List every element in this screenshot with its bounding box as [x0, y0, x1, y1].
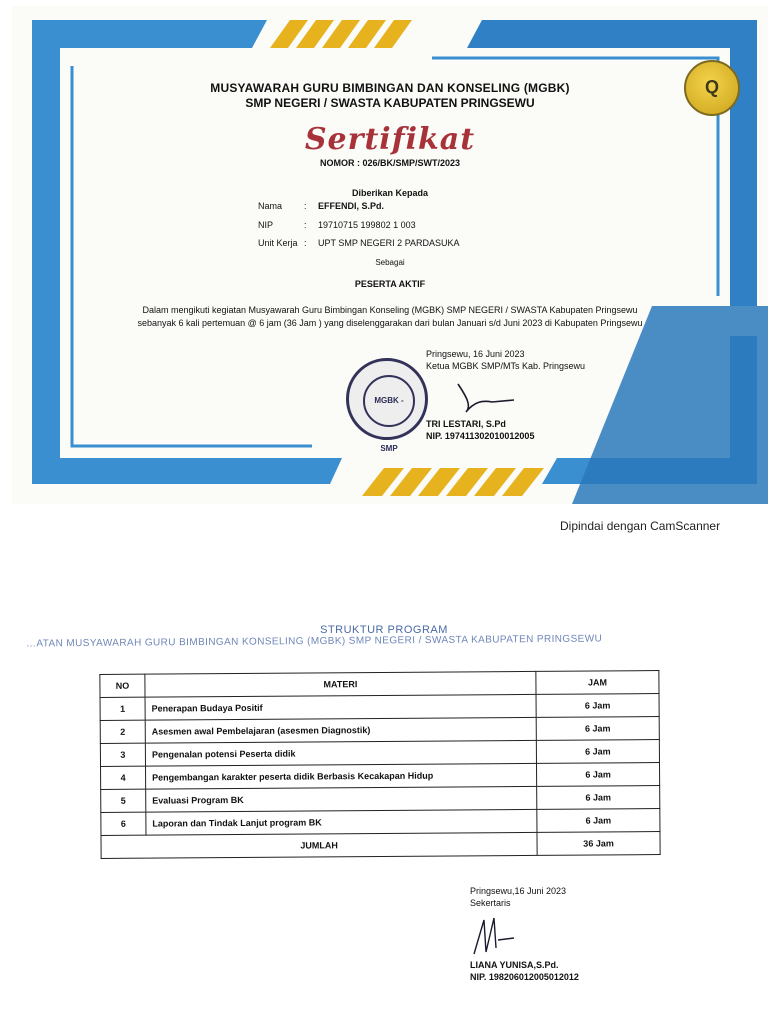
- row-jam: 6 Jam: [536, 717, 659, 741]
- row-jam: 6 Jam: [537, 809, 660, 833]
- field-sep: :: [304, 201, 307, 211]
- row-no: 3: [100, 743, 145, 766]
- row-materi: Evaluasi Program BK: [146, 786, 537, 812]
- field-label: Nama: [258, 201, 283, 211]
- field-sep: :: [304, 220, 307, 230]
- row-no: 4: [101, 766, 146, 789]
- field-nama: [258, 201, 384, 211]
- description-line1: Dalam mengikuti kegiatan Musyawarah Guru Bimbingan Konseling (MGBK) SMP NEGERI / SWASTA Kabupaten Pringsewu: [142, 305, 638, 315]
- signature-place-date: Pringsewu, 16 Juni 2023: [426, 349, 525, 359]
- program-title: STRUKTUR PROGRAM: [320, 624, 448, 636]
- secretary-signature-scribble: [470, 914, 520, 958]
- field-value: EFFENDI, S.Pd.: [318, 201, 385, 211]
- row-jam: 6 Jam: [537, 786, 660, 810]
- field-value: 19710715 199802 1 003: [318, 220, 416, 230]
- row-materi: Asesmen awal Pembelajaran (asesmen Diagnostik): [145, 717, 536, 743]
- mgbk-logo: Q: [684, 60, 740, 116]
- org-name-line1: MUSYAWARAH GURU BIMBINGAN DAN KONSELING (MGBK): [210, 81, 570, 95]
- signature-scribble: [452, 378, 522, 418]
- field-unit-kerja: [258, 238, 460, 248]
- participant-role: PESERTA AKTIF: [354, 279, 426, 289]
- row-materi: Pengembangan karakter peserta didik Berbasis Kecakapan Hidup: [146, 763, 537, 789]
- header-materi: MATERI: [145, 671, 536, 697]
- signatory-name: TRI LESTARI, S.Pd: [426, 419, 506, 429]
- field-sep: :: [304, 238, 307, 248]
- field-label: Unit Kerja: [258, 238, 298, 248]
- program-subtitle: …ATAN MUSYAWARAH GURU BIMBINGAN KONSELING (MGBK) SMP NEGERI / SWASTA KABUPATEN PRINGSEWU: [25, 633, 603, 650]
- stamp-text: MGBK - SMP: [363, 375, 415, 427]
- scanner-watermark: Dipindai dengan CamScanner: [560, 519, 721, 533]
- certificate-number: NOMOR : 026/BK/SMP/SWT/2023: [319, 158, 461, 168]
- row-no: 6: [101, 812, 146, 835]
- total-label: JUMLAH: [101, 832, 537, 858]
- program-table: [99, 670, 660, 859]
- as-label: Sebagai: [375, 258, 405, 267]
- table-total-row: [101, 832, 660, 859]
- header-jam: JAM: [536, 671, 659, 695]
- signature-role: Ketua MGBK SMP/MTs Kab. Pringsewu: [426, 361, 586, 371]
- official-stamp: [346, 358, 428, 453]
- secretary-nip: NIP. 198206012005012012: [470, 972, 579, 982]
- secretary-place-date: Pringsewu,16 Juni 2023: [470, 886, 567, 896]
- row-materi: Laporan dan Tindak Lanjut program BK: [146, 809, 537, 835]
- row-no: 5: [101, 789, 146, 812]
- total-value: 36 Jam: [537, 832, 660, 856]
- org-name-line2: SMP NEGERI / SWASTA KABUPATEN PRINGSEWU: [245, 96, 535, 110]
- row-jam: 6 Jam: [536, 763, 659, 787]
- row-jam: 6 Jam: [536, 740, 659, 764]
- row-materi: Penerapan Budaya Positif: [145, 694, 536, 720]
- header-no: NO: [100, 674, 145, 697]
- field-nip: [258, 220, 416, 230]
- secretary-name: LIANA YUNISA,S.Pd.: [470, 960, 559, 970]
- certificate: [12, 6, 768, 504]
- row-materi: Pengenalan potensi Peserta didik: [145, 740, 536, 766]
- field-label: NIP: [258, 220, 274, 230]
- description-line2: sebanyak 6 kali pertemuan @ 6 jam (36 Jam ) yang diselenggarakan dari bulan Januari s/d Juni 2023 di Kabupaten Pringsewu: [137, 318, 643, 328]
- given-to-label: Diberikan Kepada: [351, 188, 429, 198]
- row-no: 1: [100, 697, 145, 720]
- row-no: 2: [100, 720, 145, 743]
- secretary-role: Sekertaris: [470, 898, 511, 908]
- certificate-title: Sertifikat: [304, 122, 476, 157]
- row-jam: 6 Jam: [536, 694, 659, 718]
- field-value: UPT SMP NEGERI 2 PARDASUKA: [318, 238, 460, 248]
- signatory-nip: NIP. 197411302010012005: [426, 431, 535, 441]
